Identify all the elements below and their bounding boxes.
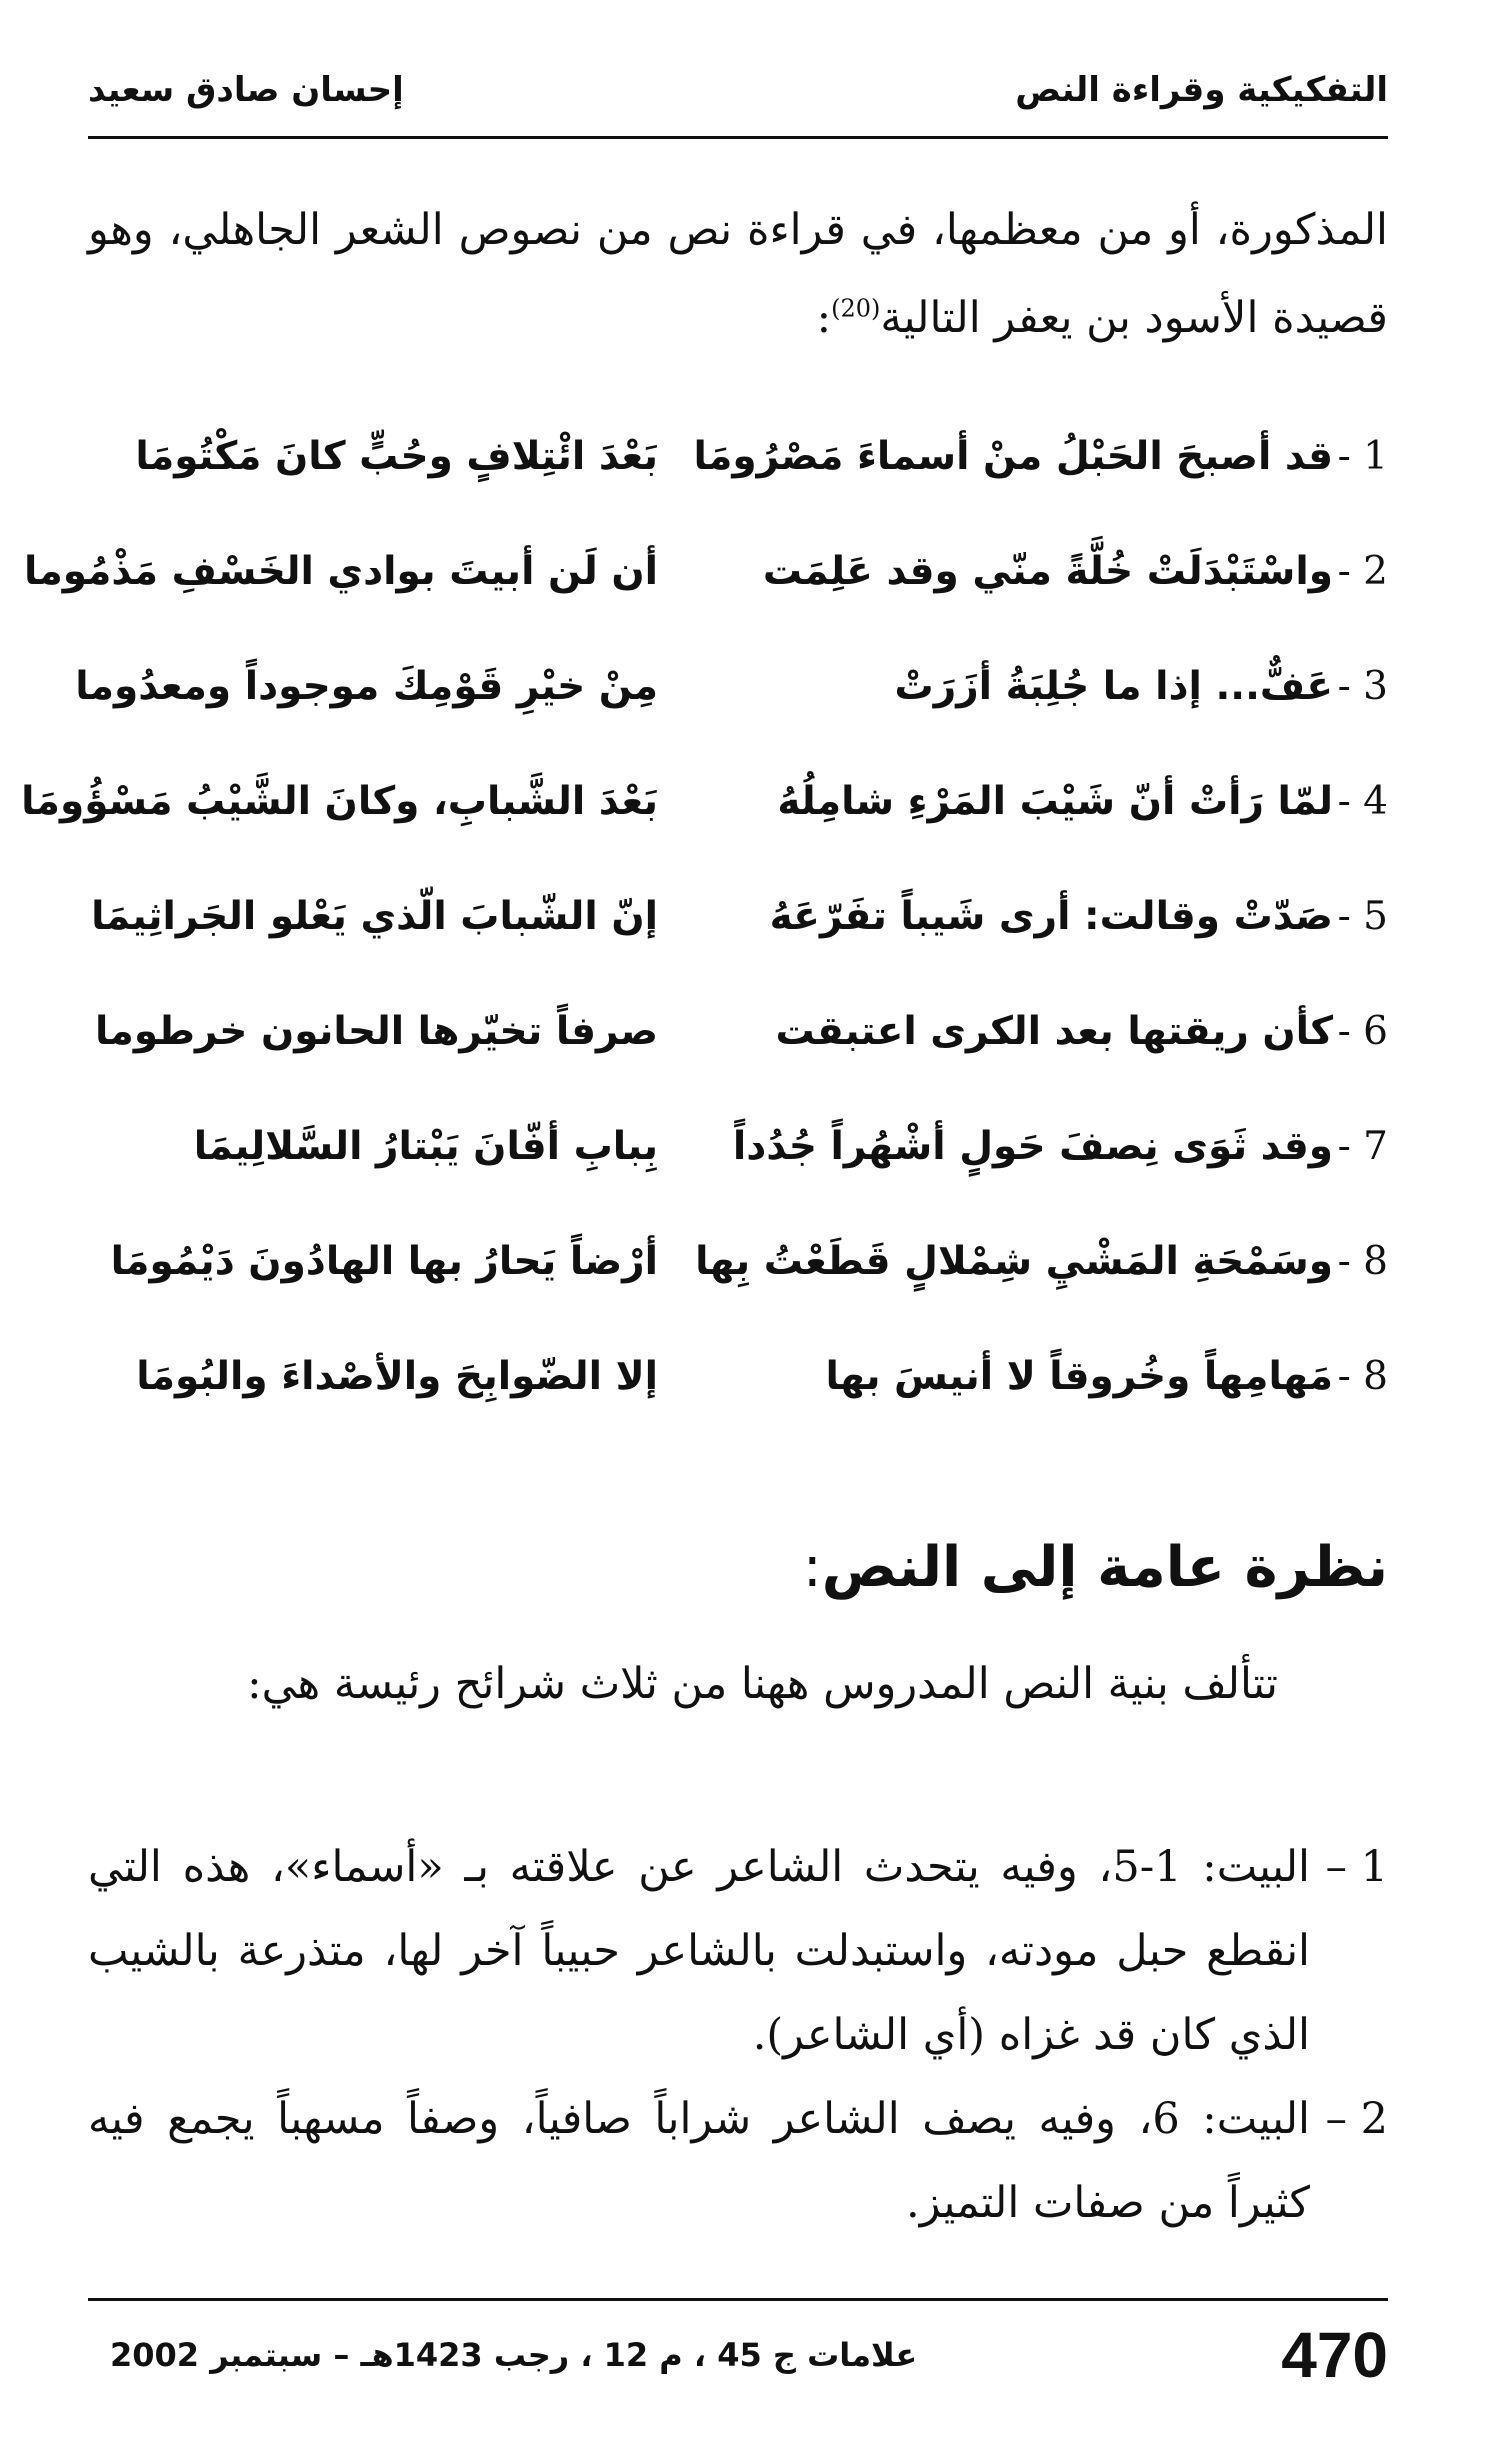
header-author: إحسان صادق سعيد [88,70,404,110]
poem-verse [88,1225,1388,1340]
verse-number: 5 - [1337,894,1388,939]
page-number: 470 [1281,2319,1388,2391]
section-paragraph [88,1640,1388,1728]
poem [21,420,1388,1455]
verse-first-hemistich: عَفٌّ... إذا ما جُلِبَةُ أزَرَتْ [894,664,1333,709]
poem-verse [23,535,1388,650]
section-paragraph-text: تتألف بنية النص المدروس ههنا من ثلاث شرائح رئيسة هي: [247,1659,1278,1709]
header-title: التفكيكية وقراءة النص [1015,70,1388,110]
poem-verse [88,1110,1388,1225]
verse-number: 8 - [1337,1354,1388,1399]
verse-first-hemistich: مَهامِهاً وخُروقاً لا أنيسَ بها [825,1354,1333,1399]
section-heading [803,1535,1388,1600]
intro-text: المذكورة، أو من معظمها، في قراءة نص من نصوص الشعر الجاهلي، وهو قصيدة الأسود بن يعفر التالية [88,205,1388,343]
verse-second-hemistich: صرفاً تخيّرها الحانون خرطوما [95,1009,658,1054]
verse-second-hemistich: مِنْ خيْرِ قَوْمِكَ موجوداً ومعدُوما [75,664,658,709]
verse-number: 8 - [1337,1239,1388,1284]
journal-info: علامات ج 45 ، م 12 ، رجب 1423هـ – سبتمبر 2002 [110,2336,918,2374]
intro-tail: : [816,293,832,343]
list-item-text: البيت: 6، وفيه يصف الشاعر شراباً صافياً، وصفاً مسهباً يجمع فيه كثيراً من صفات التميز. [88,2094,1310,2228]
verse-number: 7 - [1337,1124,1388,1169]
verse-number: 1 - [1337,434,1388,479]
intro-paragraph [88,186,1388,362]
verse-number: 2 - [1337,549,1388,594]
poem-verse [21,765,1388,880]
verse-number: 4 - [1337,779,1388,824]
poem-verse [75,650,1388,765]
verse-number: 6 - [1337,1009,1388,1054]
verse-first-hemistich: وسَمْحَةِ المَشْيِ شِمْلالٍ قَطَعْتُ بِها [695,1239,1333,1284]
list-item [88,2077,1388,2245]
verse-second-hemistich: بَعْدَ الشَّبابِ، وكانَ الشَّيْبُ مَسْؤُومَا [21,779,658,824]
section-heading-text: نظرة عامة إلى النص [821,1535,1388,1600]
verse-second-hemistich: أن لَن أبيتَ بوادي الخَسْفِ مَذْمُوما [23,549,658,594]
verse-first-hemistich: قد أصبحَ الحَبْلُ منْ أسماءَ مَصْرُومَا [693,434,1333,479]
footer-rule [88,2298,1388,2301]
verse-second-hemistich: بِبابِ أفّانَ يَبْتارُ السَّلالِيمَا [193,1124,658,1169]
running-header [88,62,1388,122]
verse-second-hemistich: بَعْدَ ائْتِلافٍ وحُبٍّ كانَ مَكْتُومَا [135,434,658,479]
verse-first-hemistich: واسْتَبْدَلَتْ خُلَّةً منّي وقد عَلِمَت [762,549,1333,594]
verse-number: 3 - [1337,664,1388,709]
verse-second-hemistich: إنّ الشّبابَ الّذي يَعْلو الجَراثِيمَا [91,894,658,939]
list-item-text: البيت: 1-5، وفيه يتحدث الشاعر عن علاقته بـ «أسماء»، هذه التي انقطع حبل مودته، واستبدلت بالشاعر حبيباً آخر لها، متذرعة بالشيب الذي كان قد غزاه (أي الشاعر). [88,1842,1310,2060]
verse-first-hemistich: كأن ريقتها بعد الكرى اعتبقت [775,1009,1333,1054]
poem-verse [88,880,1388,995]
poem-verse [88,1340,1388,1455]
verse-first-hemistich: صَدّتْ وقالت: أرى شَيباً تفَرّعَهُ [769,894,1333,939]
verse-first-hemistich: وقد ثَوَى نِصفَ حَولٍ أشْهُراً جُدُداً [732,1124,1333,1169]
section-heading-colon: : [802,1535,822,1600]
poem-verse [88,420,1388,535]
verse-second-hemistich: أرْضاً يَحارُ بها الهادُونَ دَيْمُومَا [110,1239,658,1284]
list-item [88,1825,1388,2077]
verse-second-hemistich: إلا الضّوابِحَ والأصْداءَ والبُومَا [136,1354,658,1399]
poem-verse [88,995,1388,1110]
header-rule [88,136,1388,139]
verse-first-hemistich: لمّا رَأتْ أنّ شَيْبَ المَرْءِ شامِلُهُ [777,779,1333,824]
list-item-number: 1 – [1325,1842,1388,1892]
list-item-number: 2 – [1325,2094,1388,2144]
footnote-ref: (20) [831,294,881,323]
segments-list [88,1825,1388,2245]
